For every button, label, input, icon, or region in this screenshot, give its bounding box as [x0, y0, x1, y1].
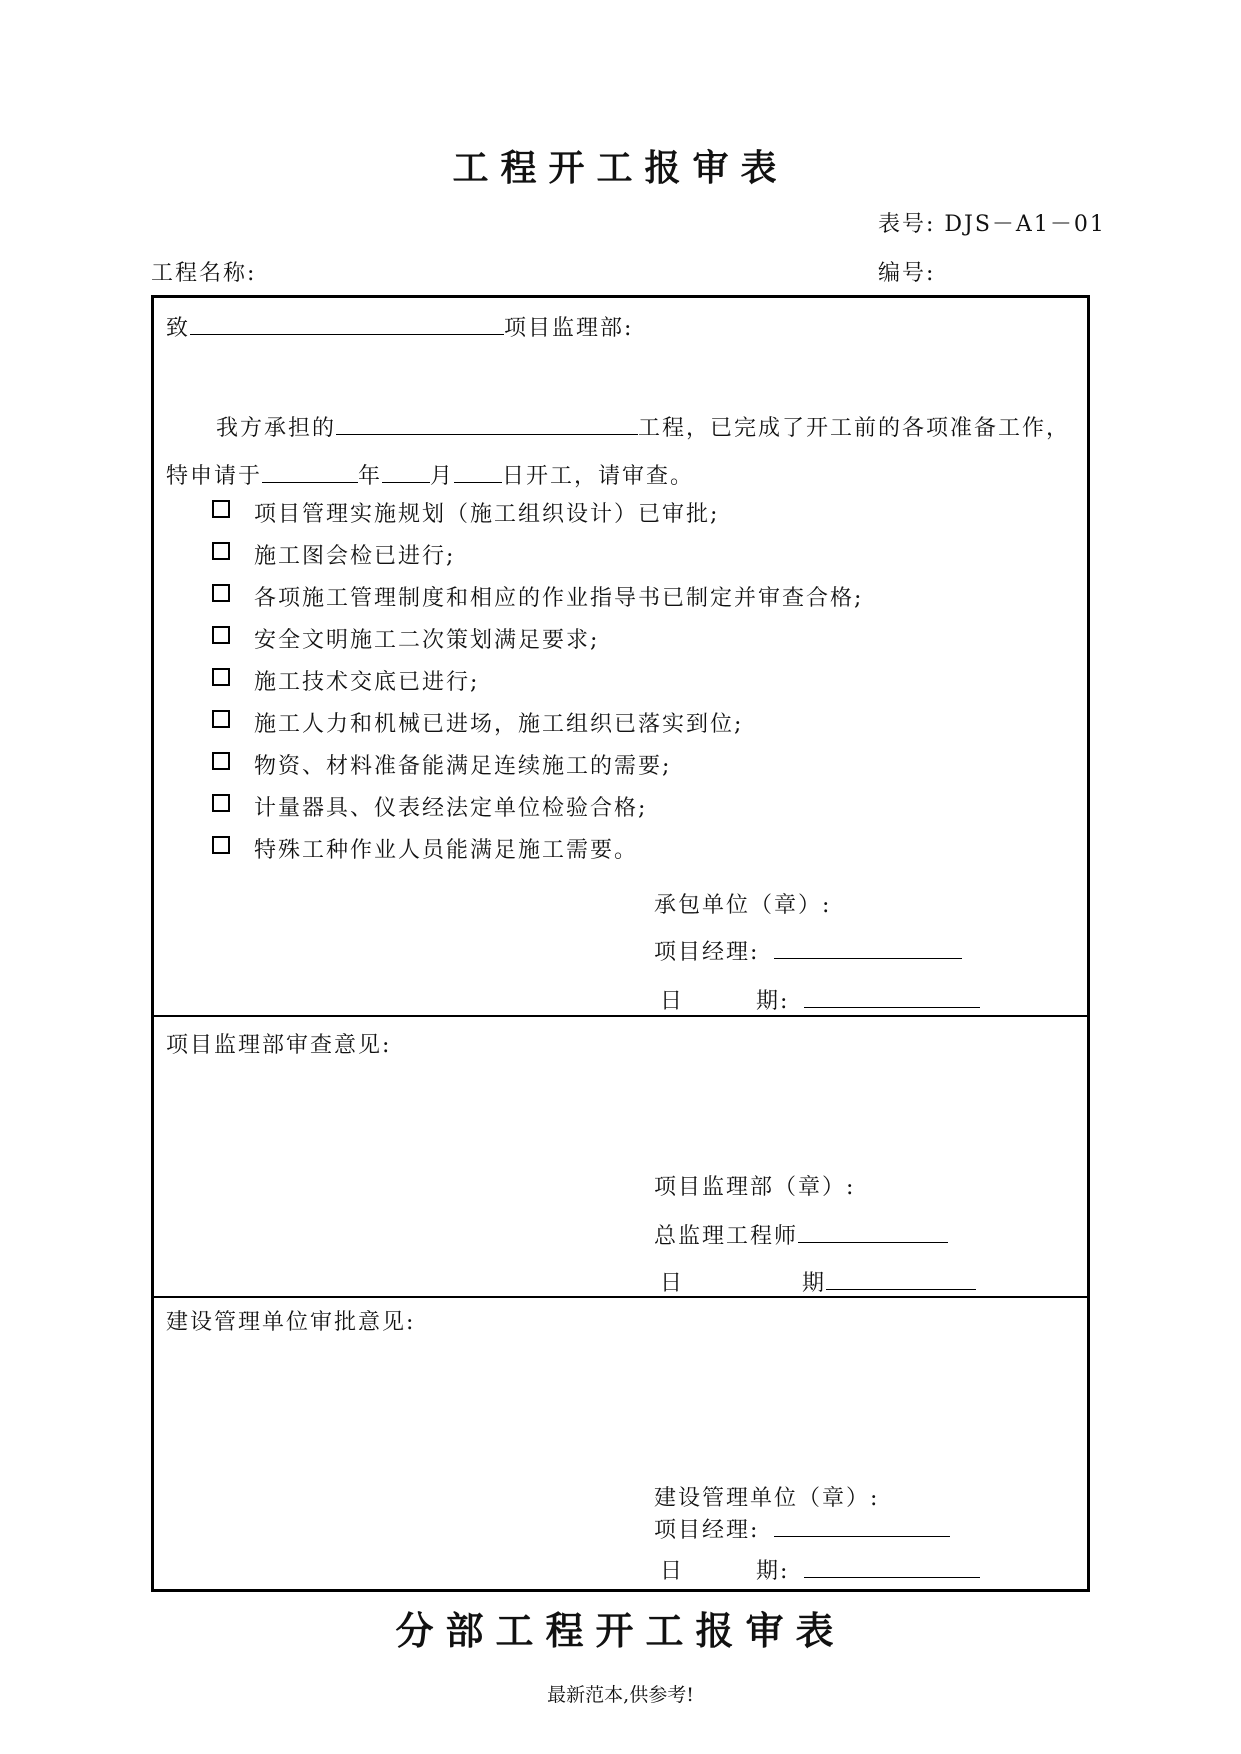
statement-text-b: 工程，已完成了开工前的各项准备工作， [638, 416, 1071, 441]
checklist-item: 项目管理实施规划（施工组织设计）已审批; [254, 502, 720, 527]
chief-engineer-label: 总监理工程师 [654, 1224, 799, 1249]
project-blank[interactable] [336, 410, 638, 435]
addressee-line [166, 310, 633, 342]
day-blank[interactable] [454, 458, 502, 483]
owner-date-blank[interactable] [804, 1553, 980, 1578]
request-text: 特申请于 [166, 464, 263, 489]
date-label-a: 日 [660, 989, 685, 1014]
subtitle-next-form: 分部工程开工报审表 [395, 1609, 846, 1653]
checkbox[interactable] [212, 836, 230, 854]
chief-engineer-line [654, 1218, 948, 1250]
manager-label: 项目经理: [654, 1518, 760, 1543]
form-title: 工程开工报审表 [452, 148, 789, 189]
owner-stamp-label: 建设管理单位（章）: [654, 1486, 880, 1511]
manager-blank[interactable] [774, 934, 962, 959]
checkbox[interactable] [212, 626, 230, 644]
checklist-item: 各项施工管理制度和相应的作业指导书已制定并审查合格; [254, 586, 864, 611]
day-label: 日开工，请审查。 [502, 464, 695, 489]
supervision-date-blank[interactable] [826, 1265, 976, 1290]
checkbox[interactable] [212, 710, 230, 728]
checkbox[interactable] [212, 794, 230, 812]
year-blank[interactable] [262, 458, 358, 483]
manager-line [654, 934, 962, 966]
to-prefix: 致 [166, 316, 191, 341]
form-code: 表号: DJS－A1－01 [878, 212, 1106, 237]
checklist-item: 物资、材料准备能满足连续施工的需要; [254, 754, 672, 779]
manager-label: 项目经理: [654, 940, 760, 965]
owner-manager-line [654, 1512, 950, 1544]
month-label: 月 [430, 464, 455, 489]
statement-text-a: 我方承担的 [216, 416, 337, 441]
contractor-stamp-label: 承包单位（章）: [654, 893, 832, 918]
date-label-a: 日 [660, 1271, 685, 1296]
date-blank[interactable] [804, 983, 980, 1008]
statement-line-2 [166, 458, 694, 490]
number-label: 编号: [878, 261, 936, 286]
checkbox[interactable] [212, 500, 230, 518]
addressee-blank[interactable] [190, 310, 504, 335]
checklist-item: 安全文明施工二次策划满足要求; [254, 628, 600, 653]
owner-approval-heading: 建设管理单位审批意见: [166, 1310, 416, 1335]
section-divider-1 [151, 1015, 1090, 1017]
checkbox[interactable] [212, 584, 230, 602]
supervision-stamp-label: 项目监理部（章）: [654, 1175, 856, 1200]
owner-manager-blank[interactable] [774, 1512, 950, 1537]
checklist-item: 施工人力和机械已进场，施工组织已落实到位; [254, 712, 744, 737]
footer-note: 最新范本,供参考! [547, 1684, 694, 1706]
month-blank[interactable] [382, 458, 430, 483]
checklist-item: 计量器具、仪表经法定单位检验合格; [254, 796, 648, 821]
checkbox[interactable] [212, 542, 230, 560]
date-label-a: 日 [660, 1559, 685, 1584]
date-label-b: 期: [756, 1559, 790, 1584]
checklist-item: 施工技术交底已进行; [254, 670, 480, 695]
supervision-date-line [660, 1265, 976, 1297]
owner-date-line [660, 1553, 980, 1585]
to-suffix: 项目监理部: [504, 316, 634, 341]
checkbox[interactable] [212, 668, 230, 686]
supervision-review-heading: 项目监理部审查意见: [166, 1033, 392, 1058]
statement-line-1 [216, 410, 1070, 442]
year-label: 年 [358, 464, 383, 489]
date-label-b: 期 [802, 1271, 827, 1296]
date-label-b: 期: [756, 989, 790, 1014]
checklist-item: 施工图会检已进行; [254, 544, 456, 569]
checklist-item: 特殊工种作业人员能满足施工需要。 [254, 838, 639, 863]
date-line [660, 983, 980, 1015]
project-name-label: 工程名称: [151, 261, 257, 286]
checkbox[interactable] [212, 752, 230, 770]
chief-engineer-blank[interactable] [798, 1218, 948, 1243]
